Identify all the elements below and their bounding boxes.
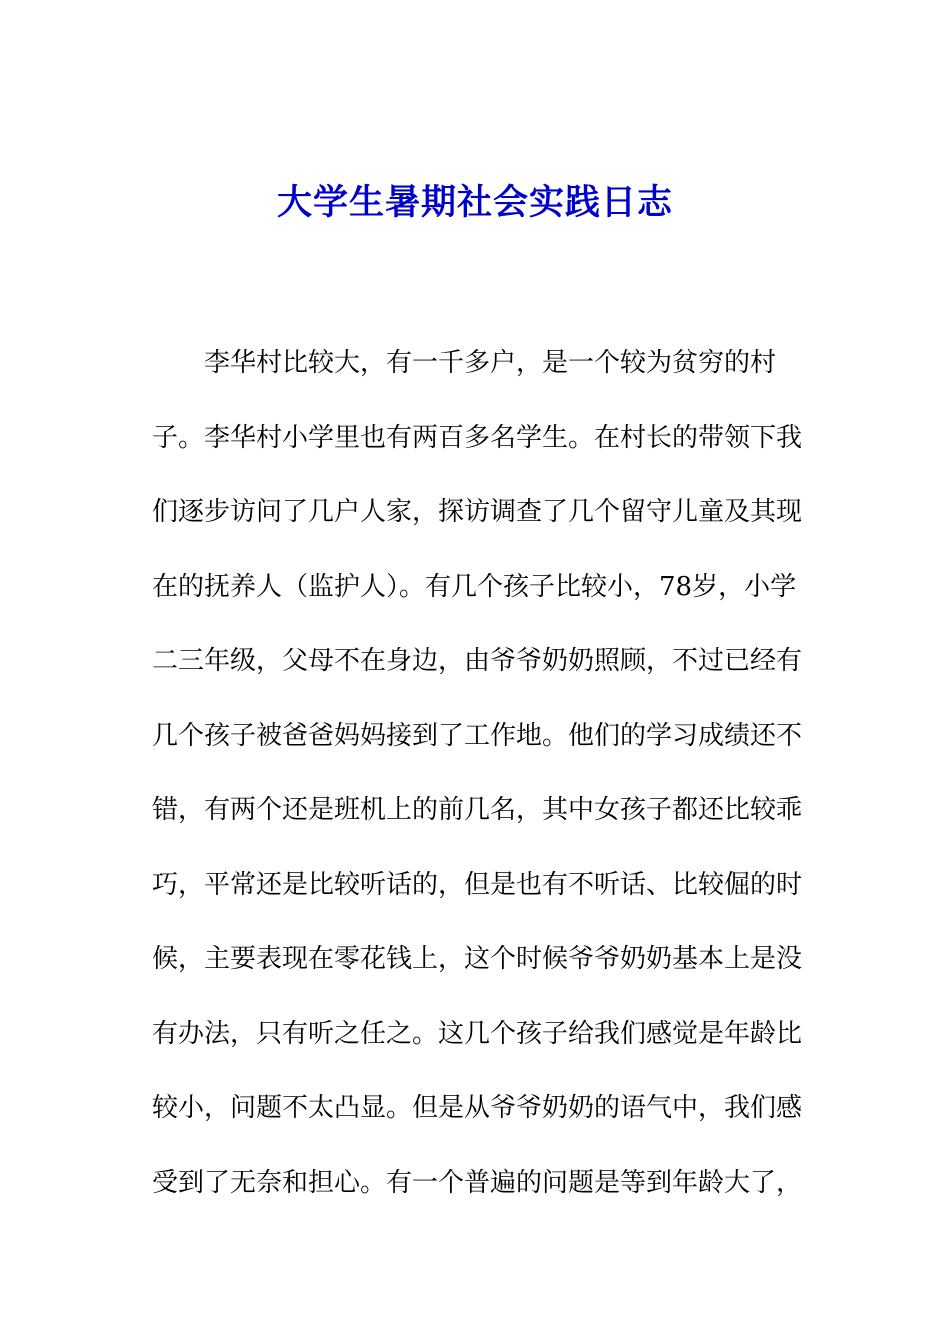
document-body	[152, 326, 803, 1220]
document-title: 大学生暑期社会实践日志	[276, 182, 673, 223]
paragraph-line: 二三年级，父母不在身边，由爷爷奶奶照顾，不过已经有	[152, 646, 803, 676]
paragraph-line: 候，主要表现在零花钱上，这个时候爷爷奶奶基本上是没	[152, 944, 803, 974]
paragraph-line: 有办法，只有听之任之。这几个孩子给我们感觉是年龄比	[152, 1018, 803, 1049]
paragraph-line: 较小，问题不太凸显。但是从爷爷奶奶的语气中，我们感	[152, 1093, 803, 1123]
paragraph-line: 巧，平常还是比较听话的，但是也有不听话、比较倔的时	[152, 869, 803, 900]
paragraph-line: 在的抚养人（监护人）。有几个孩子比较小，78岁，小学	[152, 571, 797, 602]
paragraph-line: 受到了无奈和担心。有一个普遍的问题是等到年龄大了，	[152, 1167, 803, 1198]
paragraph-line: 几个孩子被爸爸妈妈接到了工作地。他们的学习成绩还不	[152, 720, 803, 751]
paragraph-line: 李华村比较大，有一千多户，是一个较为贫穷的村	[204, 348, 777, 378]
paragraph-line: 们逐步访问了几户人家，探访调查了几个留守儿童及其现	[152, 497, 803, 527]
paragraph-line: 错，有两个还是班机上的前几名，其中女孩子都还比较乖	[152, 795, 803, 825]
paragraph-line: 子。李华村小学里也有两百多名学生。在村长的带领下我	[152, 422, 803, 453]
